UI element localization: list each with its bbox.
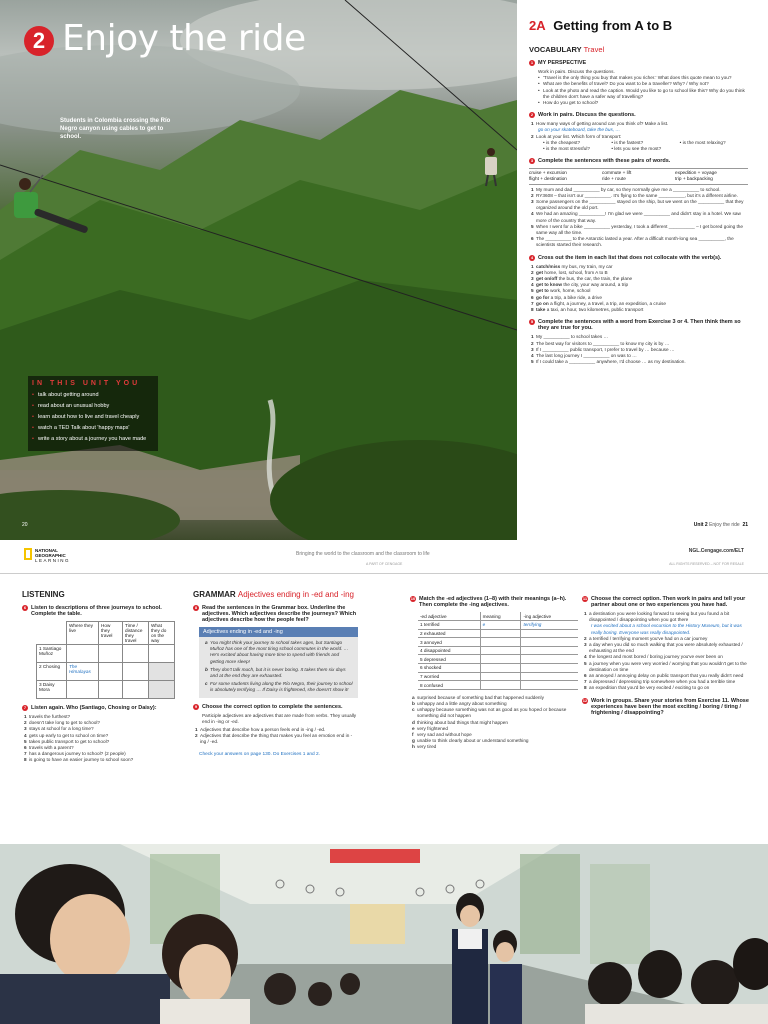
exercise-number-icon: 4 xyxy=(530,254,534,260)
exercise-9-title xyxy=(193,704,358,710)
list-item: 8 an expedition that you'd be very excited / exciting to go on xyxy=(584,685,710,691)
exercise-12-title xyxy=(582,698,750,716)
list-item: 4 gets up early to get to school on time? xyxy=(24,732,109,738)
left-page-photo xyxy=(0,0,517,540)
publisher-strip xyxy=(0,540,768,574)
in-this-unit-list xyxy=(32,390,154,445)
list-item: a You might think your journey to school takes ages, but Santiago Muñoz has one of the most tiring school commutes in the world. … He's excited about having more time to spend with friends and getting more sleep! xyxy=(205,640,349,664)
list-item: • What are the benefits of travel? Do you want to be a traveller? Why? / Why not? xyxy=(529,81,748,87)
photo-caption: Students in Colombia crossing the Río Negro canyon using cables to get to school. xyxy=(60,118,171,140)
national-geographic-logo xyxy=(24,548,72,563)
list-item: 5 When I went for a bike __________ yesterday, I took a different __________ – I get bored going the same way all the time. xyxy=(531,223,744,236)
choose-column xyxy=(582,590,750,716)
list-item: 1 My __________ to school takes … xyxy=(531,334,609,340)
list-item: 2 get home, lost, school, from A to B xyxy=(531,269,608,275)
right-page xyxy=(517,0,768,540)
list-item: 1 Adjectives that describe how a person feels end in -ing / -ed. xyxy=(195,727,326,733)
exercise-6-title xyxy=(22,605,187,617)
exercise-title-text: Work in pairs. Discuss the questions. xyxy=(538,112,636,119)
table-row: 3 annoyed xyxy=(418,638,578,647)
exercise-number-icon: 5 xyxy=(530,319,534,325)
brand-line: NATIONAL xyxy=(35,548,58,553)
exercise-title-text: Choose the correct option to complete the sentences. xyxy=(202,703,343,710)
list-item: 3 If I __________ public transport, I prefer to travel by … because … xyxy=(531,346,675,352)
word-pair: cruise + excursion xyxy=(529,170,567,176)
list-item: • 'Travel is the only thing you buy that makes you richer.' What does this quote mean to you? xyxy=(529,75,748,81)
exercise-title-text: Work in groups. Share your stories from Exercise 11. Whose experiences have been the most exciting / boring / tiring / frightening / disappointing? xyxy=(591,697,749,716)
list-item: 6 travels with a parent? xyxy=(24,745,74,751)
exercise-title-text: Complete the sentences with these pairs of words. xyxy=(538,158,671,165)
table-row: 1 terrified e terrifying xyxy=(418,621,578,630)
list-item: 4 We had an amazing __________! I'm glad we were __________ and didn't stay in a hotel. We saw more of the country that way. xyxy=(531,211,741,223)
list-item: 2 The best way for visitors to __________ to know my city is by … xyxy=(531,340,670,346)
list-item: 2 RY3608 – that isn't our __________. It's flying to the same __________, but it's a different airline. xyxy=(531,192,738,198)
exercise-number-icon: 2 xyxy=(530,112,534,118)
exercise-title-text: Read the sentences in the Grammar box. Underline the adjectives. Which adjectives describe the journeys? Which adjectives describe how the people feel? xyxy=(202,605,357,623)
page-footer-right xyxy=(694,522,748,528)
list-item: • is the fastest? xyxy=(611,139,644,145)
tagline: Bringing the world to the classroom and the classroom to life xyxy=(296,551,430,557)
list-item: d thinking about bad things that might happen xyxy=(412,719,508,725)
adjectives-table xyxy=(418,612,578,690)
exercise-title-text: Match the -ed adjectives (1–8) with their meanings (a–h). Then complete the -ing adjectives. xyxy=(419,596,567,608)
question-text: How many ways of getting around can you think of? Make a list. xyxy=(536,121,669,127)
list-item: 7 has a dangerous journey to school? (2 people) xyxy=(24,751,126,757)
list-item: 8 take a taxi, an hour, two kilometres, public transport xyxy=(531,307,644,313)
word-pair: flight + destination xyxy=(529,176,567,182)
exercise-8-title xyxy=(193,605,358,623)
train-scene xyxy=(0,844,768,1024)
word-pairs-box xyxy=(529,168,748,184)
word-pair: expedition + voyage xyxy=(675,170,717,176)
list-item: e very frightened xyxy=(412,725,449,731)
table-row: 2 Chosing The Himalayas xyxy=(37,663,175,681)
list-item: 7 a depressed / depressing trip somewhere when you had a terrible time xyxy=(584,679,736,685)
table-row: 7 worried xyxy=(418,672,578,681)
table-row: 4 disappointed xyxy=(418,646,578,655)
exercise-number-icon: 7 xyxy=(23,705,27,710)
list-item: 2 a terrified / terrifying moment you've had on a car journey xyxy=(584,635,708,641)
train-photo xyxy=(0,844,768,1024)
list-item: 1 a destination you were looking forward to seeing but you found a bit disappointed / disappointing when you got there xyxy=(584,611,730,623)
listening-column xyxy=(22,590,187,764)
exercise-1-title xyxy=(529,60,748,66)
vocabulary-topic: Travel xyxy=(583,45,605,54)
exercise-title-text: Choose the correct option. Then work in pairs and tell your partner about one or two experiences you have had. xyxy=(591,596,746,608)
exercise-3-title xyxy=(529,158,748,164)
table-row: 1 Santiago Muñoz xyxy=(37,645,175,663)
list-item: • write a story about a journey you have made xyxy=(32,434,154,445)
word-pair: ride + route xyxy=(602,176,626,182)
exercise-7-title xyxy=(22,705,187,711)
table-row: Where they live How they travel Time / distance they travel What they do on the way xyxy=(37,622,175,645)
list-item: 1 My mum and dad __________ by car, so they normally give me a __________ to school. xyxy=(531,186,721,192)
journeys-table xyxy=(36,621,175,699)
list-item: 3 stays at school for a long time? xyxy=(24,726,94,732)
list-item: g unable to think clearly about or understand something xyxy=(412,738,529,744)
list-item: • is the cheapest? xyxy=(543,139,581,145)
list-item: 3 Some passengers on the __________ stayed on the ship, but we went on the __________ that they organized around the old port. xyxy=(531,199,744,211)
yellow-frame-icon xyxy=(24,548,32,560)
example-answer: go on your skateboard, take the bus, … xyxy=(538,127,621,133)
exercise-title-text: MY PERSPECTIVE xyxy=(538,60,587,66)
list-item: a surprised because of something bad that happened suddenly xyxy=(412,694,544,700)
footer-title: Enjoy the ride xyxy=(709,522,740,528)
exercise-number-icon: 11 xyxy=(582,596,588,601)
list-item: 8 is going to have an easier journey to school soon? xyxy=(24,757,134,763)
exercise-title-text: Cross out the item in each list that does not collocate with the verb(s). xyxy=(538,254,722,261)
list-item: c unhappy because something was not as good as you hoped or because something did not happen xyxy=(412,707,567,719)
exercise-10-title xyxy=(410,596,580,608)
list-item: • read about an unusual hobby xyxy=(32,401,154,412)
student-standing-figure xyxy=(452,893,488,1024)
exercise-number-icon: 6 xyxy=(23,605,27,610)
list-item: 4 get to know the city, your way around, a trip xyxy=(531,282,629,288)
table-row: 8 confused xyxy=(418,681,578,690)
rights-notice: ALL RIGHTS RESERVED – NOT FOR RESALE xyxy=(669,562,744,566)
grammar-box-title: Adjectives ending in -ed and -ing xyxy=(199,627,358,637)
exercise-number-icon: 12 xyxy=(582,697,588,703)
exercise-title-text: Complete the sentences with a word from Exercise 3 or 4. Then think them so they are true for you. xyxy=(538,319,741,332)
grammar-box xyxy=(199,627,358,698)
list-item: 2 Adjectives that describe the thing that makes you feel an emotion end in -ing / -ed. xyxy=(195,733,353,745)
list-item: h very tired xyxy=(412,744,437,750)
list-item: • is the most relaxing? xyxy=(679,139,726,145)
check-answers-link[interactable]: Check your answers on page 130. Do Exercises 1 and 2. xyxy=(199,751,321,757)
brand-line: GEOGRAPHIC xyxy=(35,553,66,558)
list-item: 2 doesn't take long to get to school? xyxy=(24,720,100,726)
list-item: 6 go for a trip, a bike ride, a drive xyxy=(531,294,602,300)
list-item: b They don't talk much, but it is never boring. It takes them six days and at the end they are exhausted. xyxy=(205,666,346,679)
list-item: b unhappy and a little angry about something xyxy=(412,701,507,707)
publisher-url[interactable]: NGL.Cengage.com/ELT xyxy=(688,548,744,554)
list-item: • watch a TED Talk about 'happy maps' xyxy=(32,423,154,434)
exercise-title-text: Listen to descriptions of three journeys to school. Complete the table. xyxy=(31,605,162,617)
list-item: • Look at the photo and read the caption. Would you like to go to school like this? Why do you think the children don't have a safer way of travelling? xyxy=(529,88,748,100)
unit-number-badge: 2 xyxy=(24,26,54,56)
list-item: 6 an annoyed / annoying delay on public transport that you really didn't need xyxy=(584,673,744,679)
word-pair: commute + lift xyxy=(602,170,632,176)
page-number-left: 20 xyxy=(22,522,28,528)
list-item: • is the most stressful? xyxy=(543,146,590,152)
list-item: 5 a journey when you were very worried / worrying that you wouldn't get to the destination on time xyxy=(584,660,747,672)
list-item: 1 How many ways of getting around can you think of? Make a list. xyxy=(529,121,748,127)
grammar-topic: Adjectives ending in -ed and -ing xyxy=(237,590,354,599)
list-item: f very sad and without hope xyxy=(412,732,472,738)
list-item: • learn about how to live and travel cheaply xyxy=(32,412,154,423)
list-item: 4 The last long journey I __________ on was to … xyxy=(531,352,637,358)
vocabulary-label: VOCABULARY xyxy=(529,45,582,54)
lesson-number: 2A xyxy=(529,18,546,33)
match-column xyxy=(410,590,580,751)
exercise-title-text: Listen again. Who (Santiago, Chosing or Daisy): xyxy=(31,705,157,711)
grammar-label: GRAMMAR xyxy=(193,590,236,599)
exercise-number-icon: 3 xyxy=(530,158,534,164)
list-item: 2 Look at your list. Which form of transport: xyxy=(529,134,748,140)
vocabulary-heading xyxy=(529,45,748,54)
list-item: 7 go on a flight, a journey, a travel, a trip, an expedition, a cruise xyxy=(531,300,666,306)
list-item: • lets you see the most? xyxy=(611,146,662,152)
list-item: • talk about getting around xyxy=(32,390,154,401)
exercise-9-intro: Participle adjectives are adjectives that are made from verbs. They usually end in -ing or -ed. xyxy=(202,712,357,724)
question-text: Look at your list. Which form of transport: xyxy=(536,133,622,139)
list-item: 1 travels the furthest? xyxy=(24,714,71,719)
lesson-title: Getting from A to B xyxy=(553,18,673,33)
table-row: 5 depressed xyxy=(418,655,578,664)
lesson-heading xyxy=(529,18,748,33)
list-item: 3 get on/off the bus, the car, the train, the plane xyxy=(531,276,633,282)
footer-unit: Unit 2 xyxy=(693,522,708,528)
grammar-heading xyxy=(193,590,358,599)
in-this-unit-title: IN THIS UNIT YOU xyxy=(32,380,141,387)
grammar-column xyxy=(193,590,358,757)
list-item: 5 takes public transport to get to school? xyxy=(24,738,110,744)
exercise-number-icon: 10 xyxy=(410,596,416,601)
list-item: 6 The __________ to the Antarctic lasted a year. After a difficult month-long sea __________, the scientists started their research. xyxy=(531,236,734,248)
listening-heading: LISTENING xyxy=(22,590,65,599)
list-item: 3 a day when you did so much walking that you were absolutely exhausted / exhausting at the end xyxy=(584,642,743,654)
exercise-5-title xyxy=(529,319,748,331)
exercise-number-icon: 9 xyxy=(194,703,198,709)
brand-line: LEARNING xyxy=(35,558,71,563)
part-of-cengage: A PART OF CENGAGE xyxy=(366,562,403,566)
table-row: 6 shocked xyxy=(418,664,578,673)
list-item: c For some students living along the Río Negro, their journey to school is absolutely terrifying … If Daisy is frightened, she doesn't show it! xyxy=(205,681,353,693)
exercise-2-title xyxy=(529,112,748,118)
list-item: 5 get to work, home, school xyxy=(531,288,591,294)
canyon-photo xyxy=(0,0,517,540)
table-row: 3 Daisy Mora xyxy=(37,681,175,699)
exercises-section xyxy=(0,574,768,844)
exercise-4-title xyxy=(529,255,748,261)
in-this-unit-box xyxy=(28,376,158,451)
list-item: 4 the longest and most bored / boring journey you've ever been on xyxy=(584,654,723,660)
exercise-number-icon: 8 xyxy=(194,605,198,610)
transport-options-row xyxy=(529,146,748,152)
example-answer: I was excited about a school excursion to the History Museum, but it was really boring. Everyone was really disappointed. xyxy=(591,623,742,635)
exercise-number-icon: 1 xyxy=(530,60,534,65)
page-number-right: 21 xyxy=(742,522,748,528)
word-pair: trip + backpacking xyxy=(675,176,713,182)
unit-title: Enjoy the ride xyxy=(62,18,306,59)
exercise-1-instruction: Work in pairs. Discuss the questions. xyxy=(538,69,615,74)
table-row: -ed adjective meaning -ing adjective xyxy=(418,612,578,621)
table-row: 2 exhausted xyxy=(418,629,578,638)
list-item: 1 catch/miss my bus, my train, my car xyxy=(531,263,613,269)
list-item: 5 If I could take a __________ anywhere, I'd choose … as my destination. xyxy=(531,359,686,365)
exercise-11-title xyxy=(582,596,750,608)
list-item: • How do you get to school? xyxy=(529,100,748,106)
